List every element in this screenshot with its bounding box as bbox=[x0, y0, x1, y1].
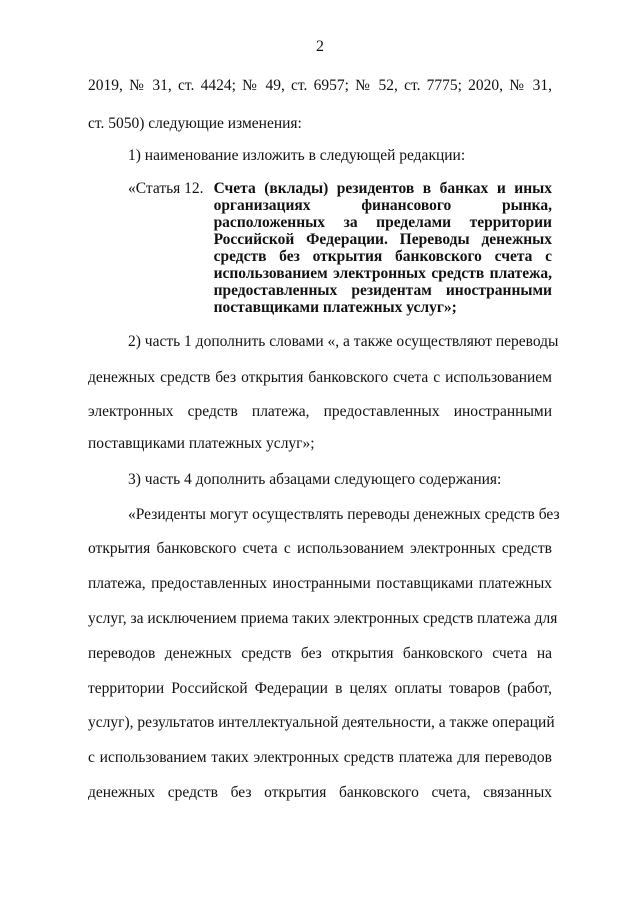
text-line: открытия банковского счета с использованием электронных средств bbox=[88, 540, 552, 557]
text-line: поставщиками платежных услуг»; bbox=[88, 435, 315, 452]
text-line: 2019, № 31, ст. 4424; № 49, ст. 6957; № 52, ст. 7775; 2020, № 31, bbox=[88, 77, 552, 94]
text-line: услуг, за исключением приема таких электронных средств платежа для bbox=[88, 610, 558, 627]
text-line: услуг), результатов интеллектуальной деятельности, а также операций bbox=[88, 714, 555, 731]
text-line: «Резиденты могут осуществлять переводы денежных средств без bbox=[128, 506, 560, 523]
text-line: 1) наименование изложить в следующей редакции: bbox=[128, 147, 466, 164]
article-title-line: Счета (вклады) резидентов в банках и иных bbox=[213, 180, 552, 197]
article-number: «Статья 12. bbox=[128, 180, 204, 197]
article-title-line: расположенных за пределами территории bbox=[213, 214, 552, 231]
text-line: территории Российской Федерации в целях оплаты товаров (работ, bbox=[88, 680, 552, 697]
text-line: денежных средств без открытия банковского счета, связанных bbox=[88, 784, 552, 801]
article-title-line: организациях финансового рынка, bbox=[213, 197, 552, 214]
article-title-line: средств без открытия банковского счета с bbox=[213, 248, 552, 265]
text-line: денежных средств без открытия банковского счета с использованием bbox=[88, 369, 552, 386]
article-title bbox=[214, 180, 552, 316]
text-line: платежа, предоставленных иностранными поставщиками платежных bbox=[88, 575, 552, 592]
text-line: переводов денежных средств без открытия банковского счета на bbox=[88, 645, 552, 662]
article-heading bbox=[128, 180, 552, 316]
page-number: 2 bbox=[316, 38, 324, 55]
text-line: 3) часть 4 дополнить абзацами следующего содержания: bbox=[128, 471, 502, 488]
text-line: 2) часть 1 дополнить словами «, а также осуществляют переводы bbox=[128, 333, 559, 350]
text-line: электронных средств платежа, предоставленных иностранными bbox=[88, 403, 552, 420]
article-title-line: использованием электронных средств платежа, bbox=[213, 265, 552, 282]
text-line: ст. 5050) следующие изменения: bbox=[88, 115, 302, 132]
text-line: с использованием таких электронных средств платежа для переводов bbox=[88, 749, 552, 766]
article-title-line: поставщиками платежных услуг»; bbox=[213, 299, 457, 316]
article-title-line: предоставленных резидентам иностранными bbox=[213, 282, 552, 299]
article-title-line: Российской Федерации. Переводы денежных bbox=[213, 231, 552, 248]
